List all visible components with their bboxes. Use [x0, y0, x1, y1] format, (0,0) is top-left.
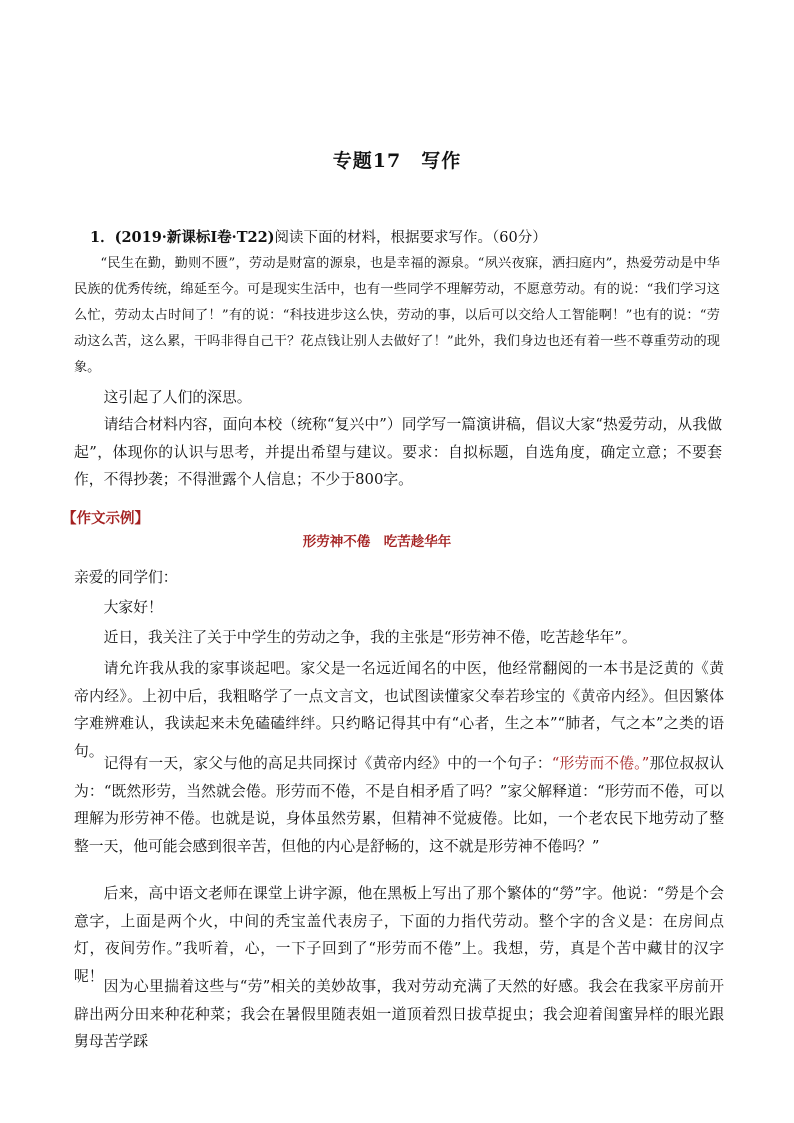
essay-greeting: 亲爱的同学们：: [74, 569, 178, 586]
essay-paragraph-3-end: 那位叔叔认为：“既然形劳，当然就会倦。形劳而不倦，不是自相矛盾了吗？”家父解释道：“形劳而不倦，可以理解为形劳神不倦。也就是说，身体虽然劳累，但精神不觉疲倦。比如，一个老农民下地劳动了整整一天，他可能会感到很辛苦，但他的内心是舒畅的，这不就是形劳神不倦吗？”: [74, 755, 724, 855]
requirement-text: 请结合材料内容，面向本校（统称“复兴中”）同学写一篇演讲稿，倡议大家“热爱劳动，从我做起”，体现你的认识与思考，并提出希望与建议。要求：自拟标题，自选角度，确定立意；不要套作，不得抄袭；不得泄露个人信息；不少于800字。: [74, 416, 722, 488]
question-prompt: 阅读下面的材料，根据要求写作。（60分）: [274, 230, 547, 246]
sample-label: 【作文示例】: [62, 510, 149, 527]
essay-paragraph-4: 后来，高中语文老师在课堂上讲字源，他在黑板上写出了那个繁体的“勞”字。他说：“勞是个会意字，上面是两个火，中间的秃宝盖代表房子，下面的力指代劳动。整个字的含义是：在房间点灯，夜间劳作。”我听着，心，一下子回到了“形劳而不倦”上。我想，劳，真是个苦中藏甘的汉字呢！: [74, 885, 724, 985]
essay-quote: “形劳而不倦。”: [551, 755, 650, 772]
question-source: (2019·新课标I卷·T22): [114, 229, 275, 246]
page-title: 专题17 写作: [332, 150, 462, 172]
essay-paragraph-2: 请允许我从我的家事谈起吧。家父是一名远近闻名的中医，他经常翻阅的一本书是泛黄的《黄帝内经》。上初中后，我粗略学了一点文言文，也试图读懂家父奉若珍宝的《黄帝内经》。但因繁体字难辨难认，我读起来未免磕磕绊绊。只约略记得其中有“心者，生之本”“肺者，气之本”之类的语句。: [74, 660, 724, 760]
question-header: [90, 228, 710, 248]
essay-paragraph-5: 因为心里揣着这些与“劳”相关的美妙故事，我对劳动充满了天然的好感。我会在我家平房前开辟出两分田来种花种菜；我会在暑假里随表姐一道顶着烈日拔草捉虫；我会迎着闺蜜异样的眼光跟舅母苦学踩: [74, 978, 724, 1050]
material-paragraph: “民生在勤，勤则不匮”，劳动是财富的源泉，也是幸福的源泉。“夙兴夜寐，洒扫庭内”，热爱劳动是中华民族的优秀传统，绵延至今。可是现实生活中，也有一些同学不理解劳动，不愿意劳动。有的说：“我们学习这么忙，劳动太占时间了！”有的说：“科技进步这么快，劳动的事，以后可以交给人工智能啊！”也有的说：“劳动这么苦，这么累，干吗非得自己干？花点钱让别人去做好了！”此外，我们身边也还有着一些不尊重劳动的现象。: [74, 256, 720, 375]
essay-paragraph-1: 近日，我关注了关于中学生的劳动之争，我的主张是“形劳神不倦，吃苦趁华年”。: [103, 629, 637, 646]
essay-hello: 大家好！: [103, 599, 163, 616]
reflection-text: 这引起了人们的深思。: [103, 389, 252, 406]
question-number: 1．: [90, 229, 115, 246]
essay-paragraph-3: [74, 750, 724, 860]
essay-title: 形劳神不倦 吃苦趁华年: [302, 534, 452, 550]
essay-paragraph-3-start: 记得有一天，家父与他的高足共同探讨《黄帝内经》中的一个句子：: [103, 755, 552, 772]
